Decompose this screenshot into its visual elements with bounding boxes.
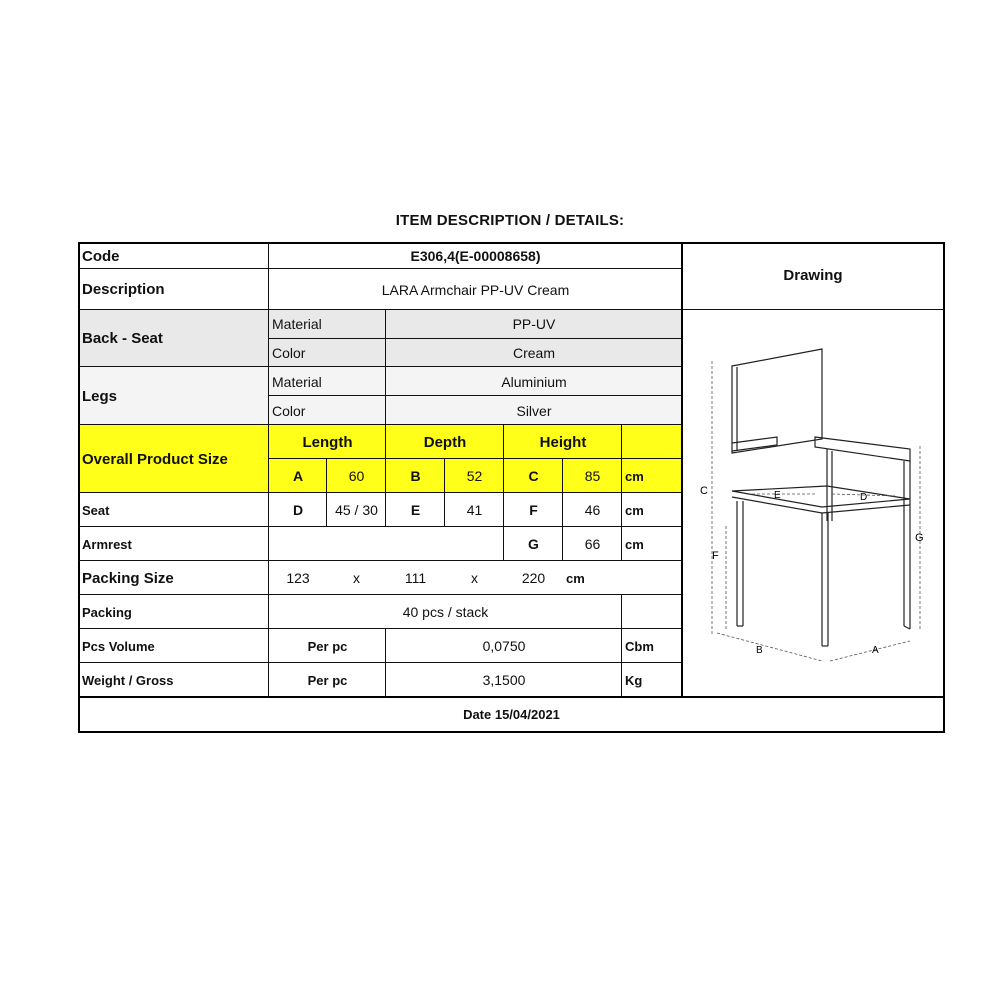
back-seat-material: PP-UV xyxy=(512,316,556,332)
packing-size-x1: x xyxy=(353,570,360,586)
legs-material-label: Material xyxy=(272,373,322,390)
weight-value: 3,1500 xyxy=(482,672,526,688)
chair-drawing xyxy=(682,311,944,697)
dim-a-letter: A xyxy=(292,468,304,484)
weight-unit: Kg xyxy=(625,672,643,688)
legs-color: Silver xyxy=(516,402,552,419)
armrest-label: Armrest xyxy=(82,536,132,552)
description-label: Description xyxy=(82,281,165,298)
dim-b-letter: B xyxy=(410,468,421,484)
dim-f-value: 46 xyxy=(584,502,601,518)
description-value: LARA Armchair PP-UV Cream xyxy=(381,281,570,298)
depth-header: Depth xyxy=(423,433,467,451)
legs-color-label: Color xyxy=(272,402,306,419)
document-title: ITEM DESCRIPTION / DETAILS: xyxy=(395,212,625,229)
pcs-volume-label: Pcs Volume xyxy=(82,638,155,654)
dim-e-letter: E xyxy=(410,502,421,518)
back-seat-color: Cream xyxy=(512,344,555,361)
drawing-letter-c: C xyxy=(700,485,708,497)
back-seat-material-label: Material xyxy=(272,316,322,332)
dim-c-value: 85 xyxy=(584,468,601,484)
pcs-volume-per: Per pc xyxy=(307,638,348,654)
pcs-volume-value: 0,0750 xyxy=(482,638,526,654)
code-label: Code xyxy=(82,247,120,265)
dim-d-letter: D xyxy=(292,502,304,518)
dim-c-letter: C xyxy=(528,468,539,484)
seat-unit: cm xyxy=(625,502,644,518)
weight-label: Weight / Gross xyxy=(82,672,174,688)
back-seat-color-label: Color xyxy=(272,344,306,361)
packing-size-label: Packing Size xyxy=(82,569,174,587)
drawing-letter-f: F xyxy=(712,550,719,562)
code-value: E306,4(E-00008658) xyxy=(410,248,541,264)
height-header: Height xyxy=(539,433,587,451)
packing-size-length: 123 xyxy=(286,570,310,586)
length-header: Length xyxy=(302,433,353,451)
overall-unit: cm xyxy=(625,468,644,484)
drawing-letter-a: A xyxy=(872,645,879,656)
packing-size-unit: cm xyxy=(566,570,585,586)
drawing-letter-b: B xyxy=(756,645,763,656)
drawing-letter-g: G xyxy=(915,532,924,544)
dim-b-value: 52 xyxy=(466,468,483,484)
seat-label: Seat xyxy=(82,502,110,518)
dim-d-value: 45 / 30 xyxy=(335,502,378,518)
armchair-line-drawing xyxy=(682,311,944,697)
dim-e-value: 41 xyxy=(466,502,483,518)
drawing-letter-d: D xyxy=(860,492,868,503)
packing-value: 40 pcs / stack xyxy=(402,604,489,620)
overall-size-label: Overall Product Size xyxy=(82,450,228,468)
weight-per: Per pc xyxy=(307,672,348,688)
drawing-header: Drawing xyxy=(783,267,843,284)
dim-g-value: 66 xyxy=(584,536,601,552)
packing-size-x2: x xyxy=(471,570,478,586)
packing-size-height: 220 xyxy=(521,570,546,586)
back-seat-label: Back - Seat xyxy=(82,330,163,347)
legs-label: Legs xyxy=(82,387,118,405)
packing-size-width: 111 xyxy=(404,570,427,586)
dim-g-letter: G xyxy=(528,536,539,552)
armrest-unit: cm xyxy=(625,536,644,552)
drawing-letter-e: E xyxy=(774,490,781,501)
packing-label: Packing xyxy=(82,604,132,620)
dim-a-value: 60 xyxy=(348,468,365,484)
pcs-volume-unit: Cbm xyxy=(625,638,654,654)
dim-f-letter: F xyxy=(529,502,538,518)
date-footer: Date 15/04/2021 xyxy=(463,707,560,722)
legs-material: Aluminium xyxy=(501,373,567,390)
